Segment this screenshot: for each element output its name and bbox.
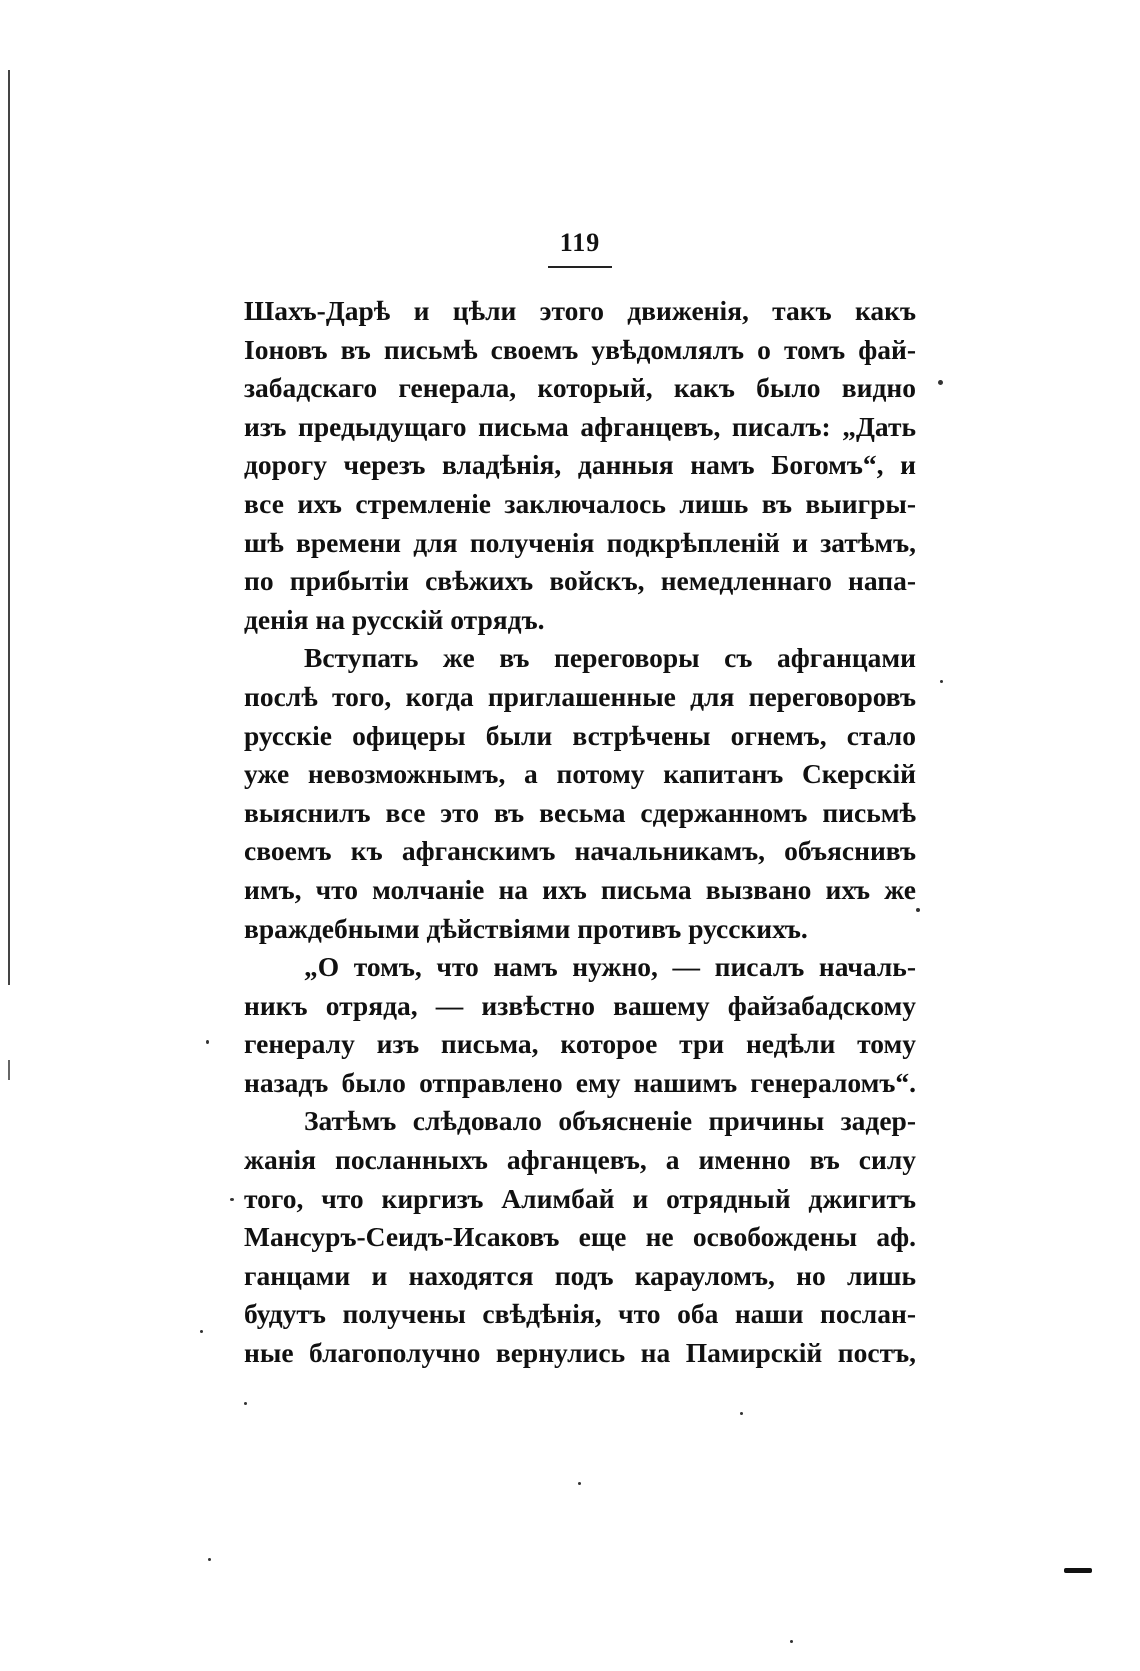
scan-speck: [208, 1558, 211, 1561]
scan-speck: [206, 1040, 209, 1044]
paragraph-end-line: денія на русскій отрядъ.: [244, 603, 545, 635]
text-line: Шахъ-Дарѣ и цѣли этого движенія, такъ какъ: [244, 295, 916, 326]
body-text: [244, 292, 916, 1373]
text-line: ганцами и находятся подъ карауломъ, но лишь: [244, 1259, 916, 1291]
text-line: имъ, что молчаніе на ихъ письма вызвано ихъ же: [244, 873, 916, 905]
text-line: уже невозможнымъ, а потому капитанъ Скерскій: [244, 758, 916, 790]
scan-speck: [200, 1330, 203, 1333]
scan-speck: [244, 1402, 247, 1405]
text-line: дорогу черезъ владѣнія, данныя намъ Богомъ“, и: [244, 449, 916, 481]
text-line: послѣ того, когда приглашенные для переговоровъ: [244, 680, 916, 712]
scan-speck: [916, 908, 920, 912]
binding-edge-tick: [8, 1060, 10, 1080]
text-line: шѣ времени для полученія подкрѣпленій и затѣмъ,: [244, 526, 916, 558]
binding-edge-rule: [8, 70, 10, 985]
text-line: Мансуръ-Сеидъ-Исаковъ еще не освобождены аф.: [244, 1221, 916, 1253]
text-line: выяснилъ все это въ весьма сдержанномъ письмѣ: [244, 796, 916, 828]
text-line: по прибытіи свѣжихъ войскъ, немедленнаго напа-: [244, 565, 916, 597]
paragraph-end-line: враждебными дѣйствіями противъ русскихъ.: [244, 912, 808, 944]
scan-dash-mark: [1064, 1568, 1092, 1573]
page-number: 119: [559, 228, 601, 257]
text-line: своемъ къ афганскимъ начальникамъ, объяснивъ: [244, 835, 916, 867]
scan-speck: [740, 1412, 743, 1415]
text-line: Іоновъ въ письмѣ своемъ увѣдомлялъ о томъ фай-: [244, 333, 916, 365]
text-line: ные благополучно вернулись на Памирскій постъ,: [244, 1337, 916, 1369]
text-line: жанія посланныхъ афганцевъ, а именно въ силу: [244, 1144, 916, 1176]
text-line: изъ предыдущаго письма афганцевъ, писалъ: „Дать: [244, 410, 916, 442]
text-line: русскіе офицеры были встрѣчены огнемъ, стало: [244, 719, 916, 751]
paragraph-start-line: Вступать же въ переговоры съ афганцами: [304, 642, 916, 674]
scan-speck: [940, 680, 943, 683]
page-number-rule: [548, 266, 612, 268]
text-line: будутъ получены свѣдѣнія, что оба наши послан-: [244, 1298, 916, 1330]
text-line: генералу изъ письма, которое три недѣли тому: [244, 1028, 916, 1060]
paragraph-start-line: „О томъ, что намъ нужно, — писалъ началь-: [304, 951, 916, 983]
scan-speck: [938, 380, 943, 385]
scan-speck: [578, 1482, 581, 1485]
text-line: все ихъ стремленіе заключалось лишь въ выигры-: [244, 487, 916, 519]
paragraph-start-line: Затѣмъ слѣдовало объясненіе причины задер-: [304, 1105, 916, 1137]
scan-speck: [790, 1640, 793, 1643]
text-line: никъ отряда, — извѣстно вашему файзабадскому: [244, 989, 916, 1021]
text-line: того, что киргизъ Алимбай и отрядный джигитъ: [244, 1182, 916, 1214]
scan-speck: [230, 1198, 234, 1201]
text-line: забадскаго генерала, который, какъ было видно: [244, 372, 916, 404]
paragraph-end-line: назадъ было отправлено ему нашимъ генераломъ“.: [244, 1066, 916, 1098]
